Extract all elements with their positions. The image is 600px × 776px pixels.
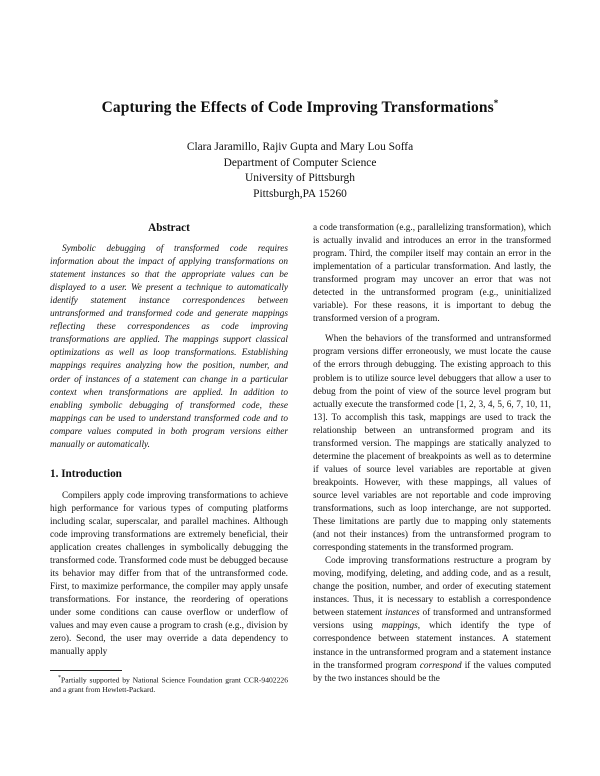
title-text: Capturing the Effects of Code Improving Transformations <box>101 99 494 117</box>
author-university: University of Pittsburgh <box>245 172 355 184</box>
author-block <box>100 140 500 202</box>
introduction-heading: 1. Introduction <box>50 467 122 480</box>
left-column <box>50 222 288 695</box>
introduction-paragraph-3 <box>313 555 551 685</box>
introduction-paragraph-1-continued: a code transformation (e.g., parallelizing transformation), which is actually invalid and introduces an error in the transformed program. Third, the compiler itself may contain an error in the implementation of a particular transformation. And lastly, the transformed program may uncover an error that was not detected in the untransformed program (e.g., uninitialized variable). For these reasons, it is important to debug the transformed version of a program. <box>313 223 551 325</box>
right-column <box>313 222 551 686</box>
paragraph-3-text-a: Code improving transformations restructure a program by moving, modifying, deleting, and adding code, and as a result, change the position, number, and order of executing statement instances. Thus, it is necessary to establish a correspondence between statement <box>313 556 551 619</box>
paragraph-3-emphasis-mappings: mappings <box>381 621 418 632</box>
abstract-text: Symbolic debugging of transformed code requires information about the impact of applying transformations on statement instances so that the appropriate values can be displayed to a user. We present a technique to automatically identify statement instance correspondences between untransformed and transformed code and generate mappings reflecting these correspondences as code improving transformations are applied. The mappings support classical optimizations as well as loop transformations. Establishing mappings requires analyzing how the position, number, and order of instances of a statement can change in a particular context when transformations are applied. In addition to enabling symbolic debugging of transformed code, these mappings can be used to understand transformed code and to compare values computed in both program versions either manually or automatically. <box>50 244 288 450</box>
author-names: Clara Jaramillo, Rajiv Gupta and Mary Lou Soffa <box>186 141 414 153</box>
paragraph-3-emphasis-instances: instances <box>385 608 420 619</box>
abstract-heading: Abstract <box>148 222 190 234</box>
introduction-paragraph-2: When the behaviors of the transformed and untransformed program versions differ erroneously, we must locate the cause of the errors through debugging. The existing approach to this problem is to utilize source level debuggers that allow a user to debug from the point of view of the source level program but actually execute the transformed code [1, 2, 3, 4, 5, 6, 7, 10, 11, 13]. To accomplish this task, mappings are used to track the relationship between an untransformed program and its transformed version. The mappings are statically analyzed to determine the placement of breakpoints as well as to determine if values of source level variables are reportable at given breakpoints. However, with these mappings, all values of source level variables are not reportable and code improving transformations, such as loop interchange, are not supported. These limitations are partly due to mapping only statements (and not their instances) from the untransformed program to corresponding statements in the transformed program. <box>313 334 551 554</box>
introduction-paragraph-1: Compilers apply code improving transformations to achieve high performance for various types of computing platforms including scalar, superscalar, and parallel machines. Although code improving transformations are extremely beneficial, their application creates challenges in symbolically debugging the transformed code. Transformed code must be debugged because its behavior may differ from that of the untransformed code. First, to maximize performance, the compiler may apply unsafe transformations. For instance, the reordering of operations under some conditions can cause overflow or underflow of values and may even cause a program to crash (e.g., division by zero). Second, the user may override a data dependency to manually apply <box>50 490 288 658</box>
footnote <box>50 674 288 694</box>
paper-title <box>40 98 560 117</box>
footnote-marker: * <box>58 675 61 682</box>
paragraph-3-text-b: of transformed and untransformed versions using <box>313 608 552 632</box>
footnote-divider <box>50 670 122 671</box>
paragraph-3-emphasis-correspond: correspond <box>419 660 462 671</box>
paragraph-3-text-d: if the values computed by the two instances should be the <box>313 660 551 684</box>
title-footnote-marker: * <box>493 98 499 108</box>
footnote-text: Partially supported by National Science Foundation grant CCR-9402226 and a grant from Hewlett-Packard. <box>50 675 288 695</box>
paragraph-3-text-c: , which identify the type of correspondence between statement instances. A statement instance in the untransformed program and a statement instance in the transformed program <box>313 621 552 671</box>
author-city: Pittsburgh,PA 15260 <box>253 187 347 200</box>
author-department: Department of Computer Science <box>223 156 377 169</box>
